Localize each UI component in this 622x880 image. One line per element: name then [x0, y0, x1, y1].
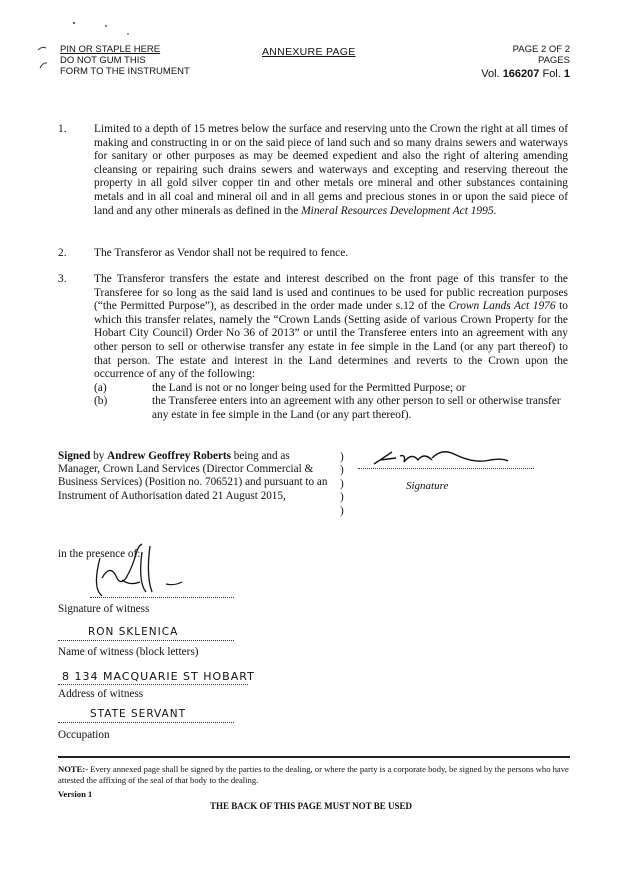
paren: ): [340, 491, 344, 504]
back-page-warning: THE BACK OF THIS PAGE MUST NOT BE USED: [209, 801, 413, 811]
witness-address-value: 8 134 MACQUARIE ST HOBART: [62, 670, 255, 683]
witness-occupation-line: [58, 722, 234, 723]
clause-number: 2.: [58, 247, 67, 259]
paren: ): [340, 504, 344, 517]
paren: ): [340, 464, 344, 477]
page-count: PAGE 2 OF 2 PAGES: [512, 44, 570, 66]
clause-3: [58, 273, 568, 423]
witness-address-label: Address of witness: [58, 688, 144, 700]
clause-text: The Transferor as Vendor shall not be required to fence.: [94, 247, 349, 259]
witness-name-label: Name of witness (block letters): [58, 646, 199, 658]
sub-clause-number: (a): [94, 381, 107, 394]
signer-name: Andrew Geoffrey Roberts: [107, 450, 231, 462]
sub-clause-b: [94, 395, 568, 422]
witness-occupation-value: STATE SERVANT: [90, 708, 187, 720]
clause-text: [94, 273, 568, 382]
instruction-line-1: PIN OR STAPLE HERE: [60, 44, 161, 55]
fol-label: Fol.: [542, 68, 561, 80]
bracket-column: [340, 451, 344, 518]
witness-occupation-label: Occupation: [58, 729, 110, 741]
vol-label: Vol.: [481, 68, 500, 80]
sub-clause-a: [94, 382, 568, 396]
clause-number: 3.: [58, 273, 67, 285]
version-label: Version 1: [58, 789, 93, 799]
volume-folio: [478, 69, 570, 80]
paren: ): [340, 451, 344, 463]
signing-details: being and as Manager, Crown Land Services (Director Commercial & Business Services) (Position no. 706521) and pursuant to an Instrument of Authorisation dated 21 August 2015,: [58, 450, 328, 502]
clause-2: [58, 247, 568, 261]
witness-address-line: [58, 684, 248, 685]
by-word: by: [90, 450, 108, 462]
paren: ): [340, 477, 344, 490]
clause-act-name: Mineral Resources Development Act 1995: [301, 204, 494, 217]
witness-signature: [82, 538, 192, 600]
page-title: ANNEXURE PAGE: [262, 46, 356, 58]
sub-clause-text: the Transferee enters into an agreement with any other person to sell or otherwise transfer any estate in fee simple in the Land (or any part thereof).: [152, 395, 561, 421]
clause-body-b: to which this transfer relates, namely the “Crown Lands (Setting aside of various Crown Property for the Hobart City Council) Order No 36 of 2013” or until the Transferee enters into an agreement with any other person to sell or otherwise transfer any estate in fee simple in the Land (or any part thereof) to that person. The estate and interest in the Land determines and reverts to the Crown upon the occurrence of any of the following:: [94, 300, 569, 381]
clause-end: .: [493, 204, 497, 217]
witness-signature-line: [90, 597, 234, 598]
footer-note: [58, 764, 570, 785]
instruction-line-2: DO NOT GUM THIS: [60, 55, 146, 66]
clause-1: [58, 123, 568, 218]
clause-act-name: Crown Lands Act 1976: [448, 300, 556, 313]
clause-body: Limited to a depth of 15 metres below the surface and reserving unto the Crown the right at all times of making and constructing in or on the said piece of land such and so many drains sewers and waterways for sanitary or other purposes as may be deemed expedient and also the right of altering amending cleansing or repairing such drains sewers and waterways and excepting and reserving thereout the property in all gold silver copper tin and other metals ore mineral and other substances containing metals and in all coal and mineral oil and in all gems and precious stones in or upon the said piece of land and any other minerals as defined in the: [94, 123, 568, 217]
instruction-line-3: FORM TO THE INSTRUMENT: [60, 66, 190, 77]
footer-rule: [58, 756, 570, 758]
signature-caption: Signature: [406, 480, 449, 492]
note-label: NOTE:-: [58, 764, 89, 774]
page-reference: [478, 44, 570, 80]
signature-line: [358, 467, 534, 469]
signing-statement: [58, 450, 328, 503]
witness-signature-label: Signature of witness: [58, 603, 150, 615]
witness-name-value: RON SKLENICA: [88, 626, 179, 638]
staple-instructions: [60, 44, 190, 77]
witness-name-line: [58, 640, 234, 641]
fol-number: 1: [563, 68, 570, 80]
presence-label: in the presence of:: [58, 548, 141, 560]
clause-body-a: The Transferor transfers the estate and interest described on the front page of this transfer to the Transferee for so long as the said land is used and continues to be used for public recreation purposes (“the Permitted Purpose”), as described in the order made under s.12 of the: [94, 273, 568, 313]
clause-text: [94, 123, 568, 218]
signed-label: Signed: [58, 450, 91, 462]
vol-number: 166207: [502, 68, 540, 80]
sub-clause-text: the Land is not or no longer being used for the Permitted Purpose; or: [152, 381, 466, 394]
note-text: Every annexed page shall be signed by the parties to the dealing, or where the party is a corporate body, be signed by the persons who have attested the affixing of the seal of that body to the dealing.: [58, 764, 569, 785]
sub-clause-number: (b): [94, 395, 108, 408]
clause-number: 1.: [58, 123, 67, 135]
